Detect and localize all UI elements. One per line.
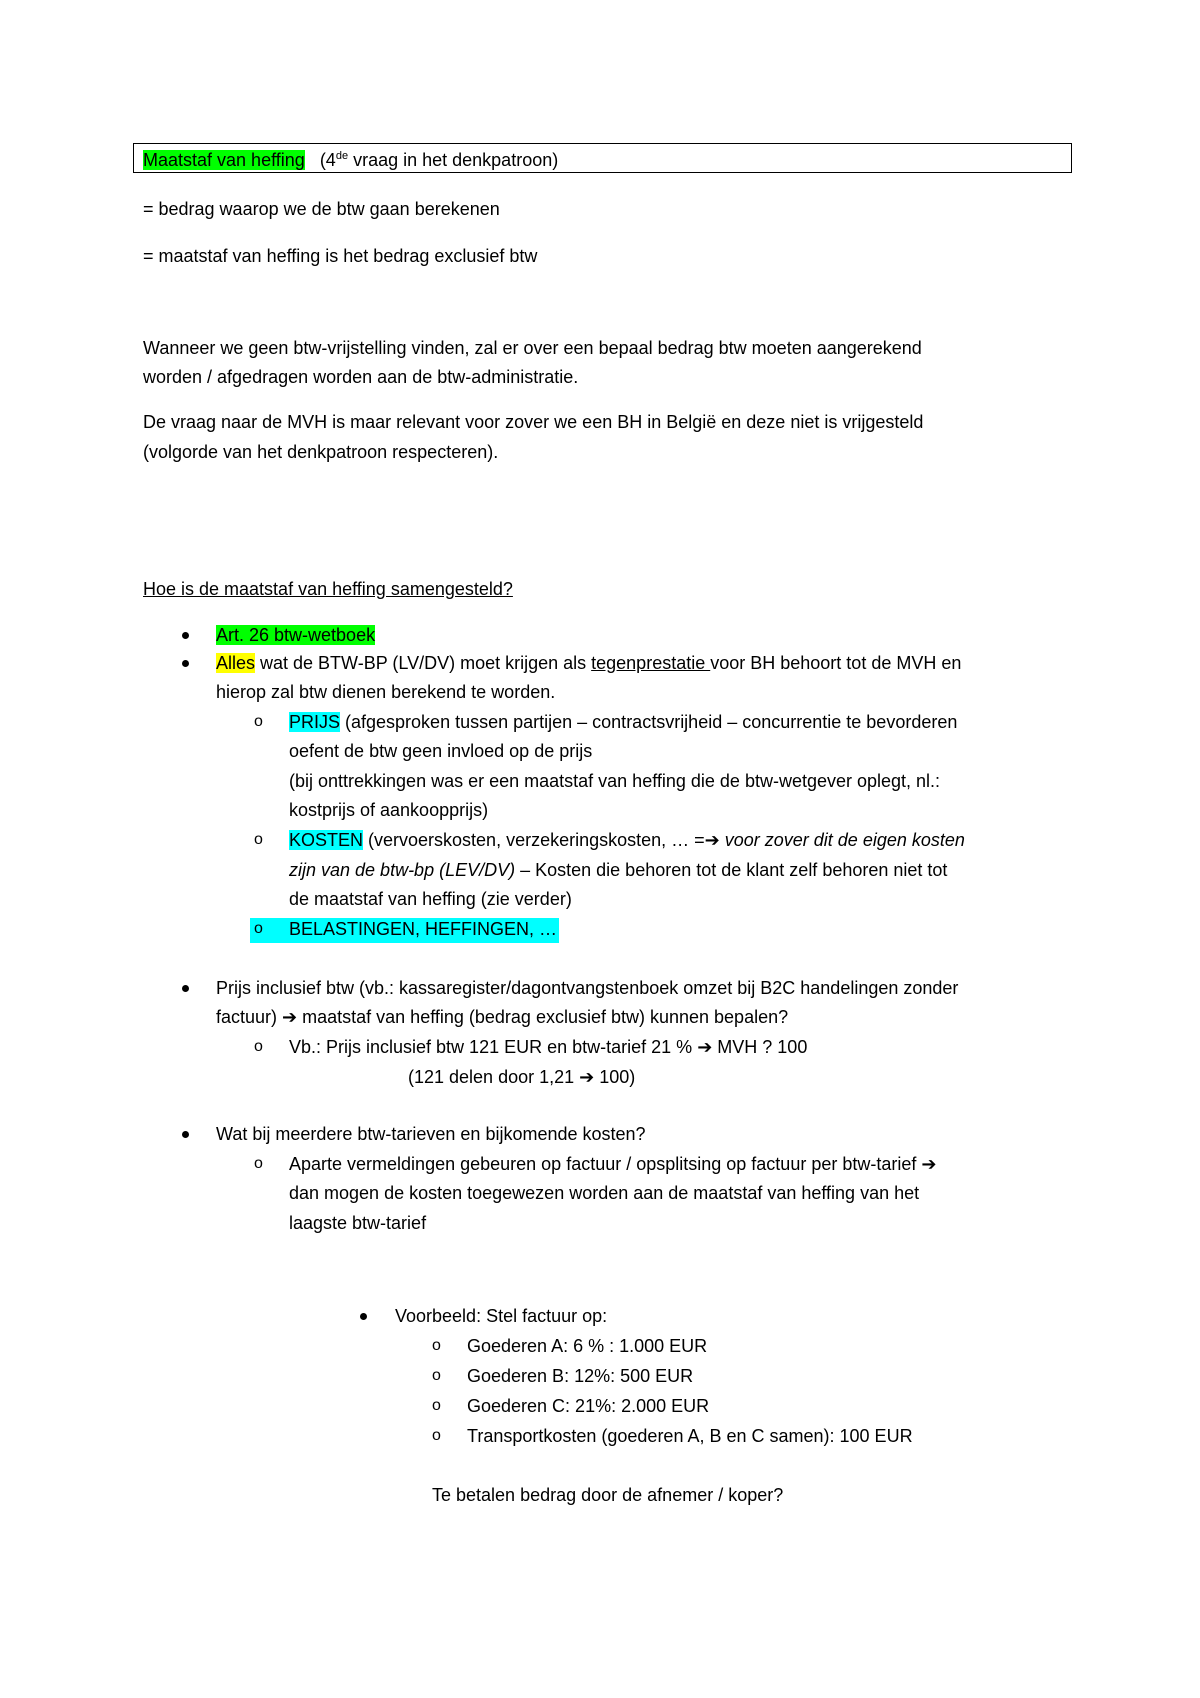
- alles-highlight: Alles: [216, 653, 256, 673]
- prijs-label: PRIJS: [289, 712, 341, 732]
- definition-2: = maatstaf van heffing is het bedrag exclusief btw: [143, 246, 538, 266]
- arrow-right-icon: ➔: [282, 1007, 298, 1027]
- bullet-4-line-1: Wat bij meerdere btw-tarieven en bijkomende kosten?: [216, 1124, 646, 1144]
- example-item-b: Goederen B: 12%: 500 EUR: [467, 1366, 694, 1386]
- prijs-line-3: (bij onttrekkingen was er een maatstaf van heffing die de btw-wetgever oplegt, nl.:: [289, 771, 941, 791]
- example-question: Te betalen bedrag door de afnemer / koper?: [432, 1485, 784, 1505]
- bullet-3-line-2: [216, 1006, 788, 1028]
- example-vb-result: MVH ? 100: [712, 1037, 808, 1057]
- circle-bullet-icon: o: [254, 713, 263, 730]
- circle-bullet-icon: o: [254, 831, 263, 848]
- example-vb-text: Vb.: Prijs inclusief btw 121 EUR en btw-tarief 21 %: [289, 1037, 698, 1057]
- bullet-3-sub-line-2: [408, 1066, 635, 1088]
- bullet-1: [216, 624, 375, 646]
- bullet-4-sub-line-2: dan mogen de kosten toegewezen worden aan de maatstaf van heffing van het: [289, 1183, 920, 1203]
- bullet-2-text-a: wat de BTW-BP (LV/DV) moet krijgen als: [255, 653, 592, 673]
- bullet-2-line-1: [216, 652, 961, 674]
- kosten-line-3: de maatstaf van heffing (zie verder): [289, 889, 572, 909]
- bullet-3-text-a: factuur): [216, 1007, 283, 1027]
- bullet-2-text-b: voor BH behoort tot de MVH en: [710, 653, 962, 673]
- prijs-line-1: [289, 711, 957, 733]
- bullet-3-text-b: maatstaf van heffing (bedrag exclusief btw) kunnen bepalen?: [297, 1007, 789, 1027]
- tegenprestatie-term: tegenprestatie: [591, 653, 711, 673]
- belastingen-line: BELASTINGEN, HEFFINGEN, …: [289, 919, 558, 939]
- circle-bullet-icon: o: [432, 1397, 441, 1414]
- kosten-line-2: [289, 859, 947, 881]
- arrow-right-icon: ➔: [921, 1154, 937, 1174]
- kosten-text-a: (vervoerskosten, verzekeringskosten, … =: [363, 830, 705, 850]
- title-highlight: Maatstaf van heffing: [143, 150, 305, 170]
- calc-text: (121 delen door 1,21: [408, 1067, 580, 1087]
- circle-bullet-icon: o: [254, 1038, 263, 1055]
- prijs-line-4: kostprijs of aankoopprijs): [289, 800, 489, 820]
- circle-bullet-icon: o: [432, 1367, 441, 1384]
- bullet-icon: [360, 1313, 367, 1320]
- kosten-line-1: [289, 829, 965, 851]
- example-item-a: Goederen A: 6 % : 1.000 EUR: [467, 1336, 708, 1356]
- paragraph-1-line-1: Wanneer we geen btw-vrijstelling vinden, zal er over een bepaal bedrag btw moeten aangerekend: [143, 338, 922, 358]
- example-item-c: Goederen C: 21%: 2.000 EUR: [467, 1396, 710, 1416]
- example-label: Voorbeeld: Stel factuur op:: [395, 1306, 608, 1326]
- circle-bullet-icon: o: [432, 1427, 441, 1444]
- bullet-4-sub-line-3: laagste btw-tarief: [289, 1213, 427, 1233]
- bullet-4-sub-text: Aparte vermeldingen gebeuren op factuur / opsplitsing op factuur per btw-tarief: [289, 1154, 922, 1174]
- paragraph-1-line-2: worden / afgedragen worden aan de btw-administratie.: [143, 367, 579, 387]
- bullet-3-line-1: Prijs inclusief btw (vb.: kassaregister/dagontvangstenboek omzet bij B2C handelingen zonder: [216, 978, 959, 998]
- circle-bullet-icon: o: [254, 1155, 263, 1172]
- article-reference: Art. 26 btw-wetboek: [216, 625, 376, 645]
- bullet-icon: [182, 660, 189, 667]
- bullet-3-sub-line-1: [289, 1036, 807, 1058]
- example-item-transport: Transportkosten (goederen A, B en C samen): 100 EUR: [467, 1426, 913, 1446]
- kosten-label: KOSTEN: [289, 830, 364, 850]
- kosten-text-c: – Kosten die behoren tot de klant zelf behoren niet tot: [515, 860, 948, 880]
- bullet-icon: [182, 632, 189, 639]
- prijs-line-2: oefent de btw geen invloed op de prijs: [289, 741, 593, 761]
- bullet-4-sub-line-1: [289, 1153, 936, 1175]
- circle-bullet-icon: o: [254, 920, 263, 937]
- page-title: [143, 149, 558, 171]
- circle-bullet-icon: o: [432, 1337, 441, 1354]
- kosten-italic-text: zijn van de btw-bp (LEV/DV): [289, 860, 516, 880]
- prijs-text: (afgesproken tussen partijen – contractsvrijheid – concurrentie te bevorderen: [340, 712, 958, 732]
- arrow-right-icon: ➔: [579, 1067, 595, 1087]
- paragraph-2-line-2: (volgorde van het denkpatroon respecteren).: [143, 442, 499, 462]
- section-heading: Hoe is de maatstaf van heffing samengesteld?: [143, 579, 513, 599]
- title-sup: de: [335, 150, 349, 162]
- paragraph-2-line-1: De vraag naar de MVH is maar relevant voor zover we een BH in België en deze niet is vrijgesteld: [143, 412, 924, 432]
- arrow-right-icon: ➔: [704, 830, 720, 850]
- bullet-icon: [182, 985, 189, 992]
- arrow-right-icon: ➔: [697, 1037, 713, 1057]
- definition-1: = bedrag waarop we de btw gaan berekenen: [143, 199, 500, 219]
- calc-result: 100): [594, 1067, 636, 1087]
- bullet-icon: [182, 1131, 189, 1138]
- kosten-text-b: voor zover dit de eigen kosten: [719, 830, 965, 850]
- title-rest-pre: (4: [319, 150, 336, 170]
- title-rest-post: vraag in het denkpatroon): [348, 150, 559, 170]
- bullet-2-line-2: hierop zal btw dienen berekend te worden.: [216, 682, 556, 702]
